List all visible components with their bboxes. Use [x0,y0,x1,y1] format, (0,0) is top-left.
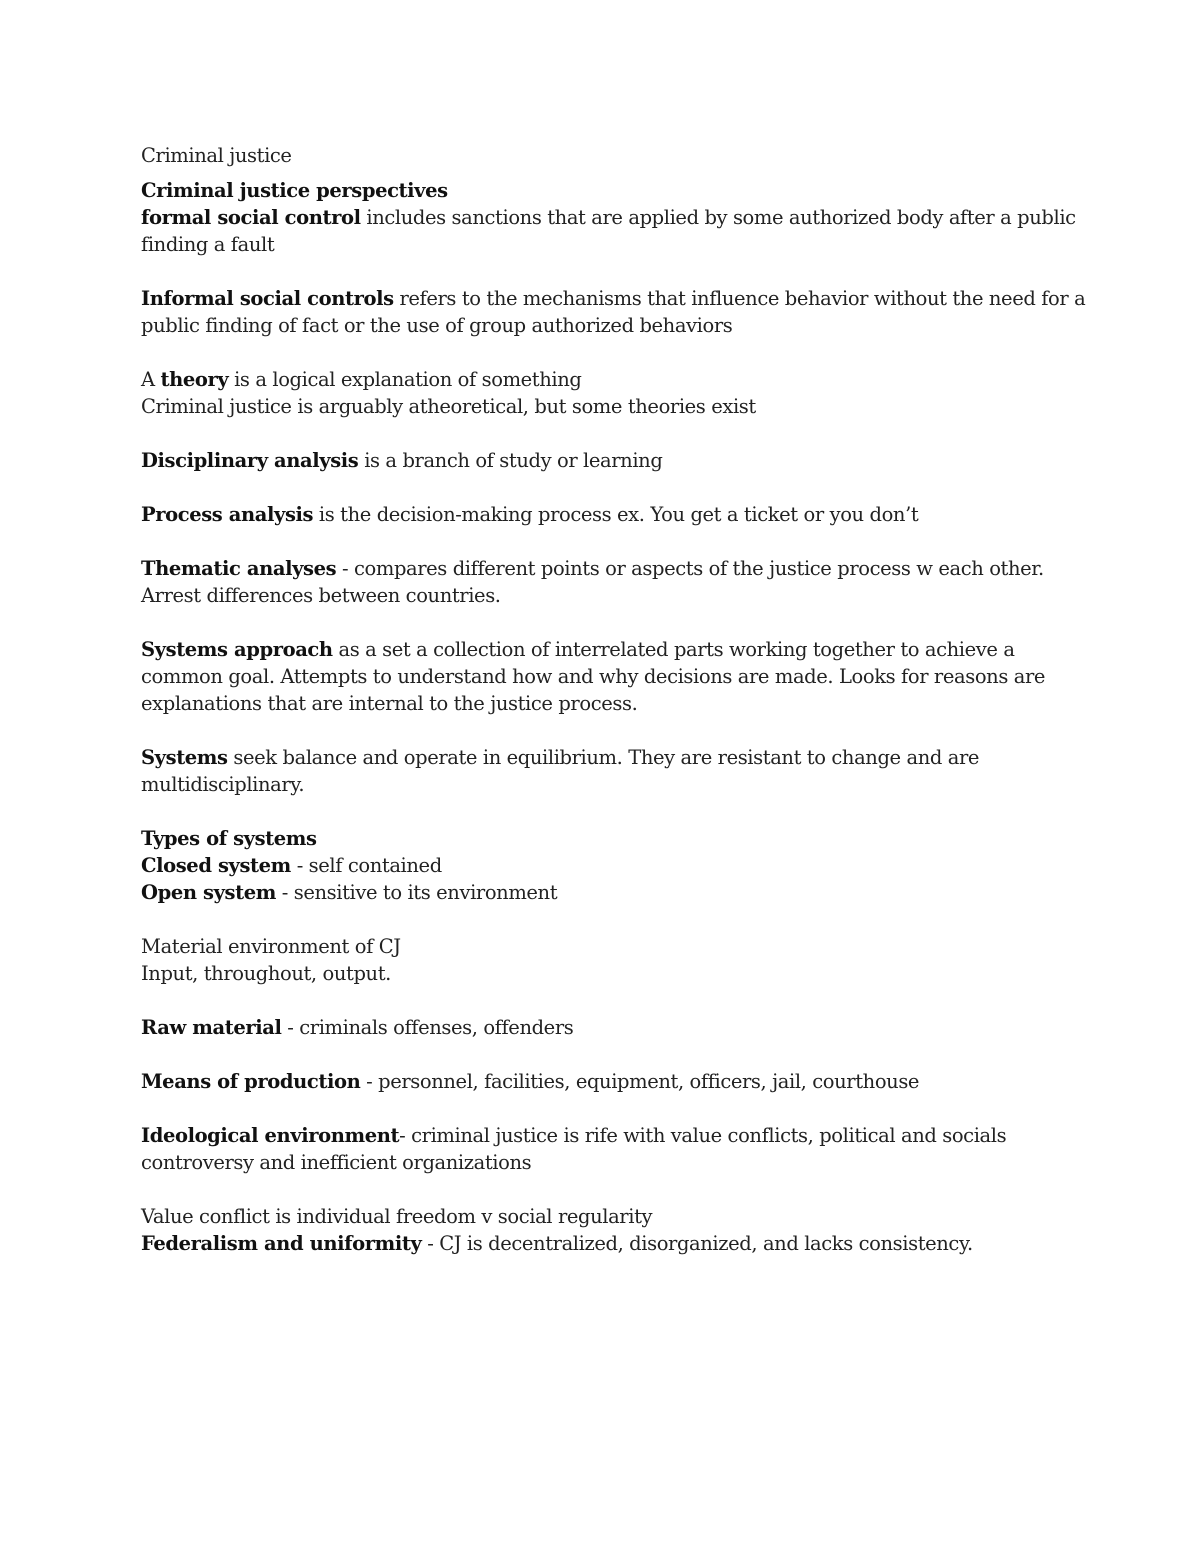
heading-text: Criminal justice perspectives [141,179,448,202]
value-conflict-line: Value conflict is individual freedom v social regularity [141,1205,653,1228]
spacer [141,339,1081,366]
section-heading [141,177,1081,204]
disciplinary-term: Disciplinary analysis [141,449,359,472]
informal-control-text: refers to the mechanisms that influence behavior without the need for a [393,287,1086,310]
spacer [141,609,1081,636]
spacer [141,169,1081,177]
systems-line-2: multidisciplinary. [141,773,305,796]
closed-system-text: - self contained [290,854,442,877]
systems-approach-term: Systems approach [141,638,333,661]
systems-approach-line-2: common goal. Attempts to understand how and why decisions are made. Looks for reasons are [141,665,1046,688]
federalism-term: Federalism and uniformity [141,1232,422,1255]
systems-approach-text: as a set a collection of interrelated parts working together to achieve a [332,638,1015,661]
informal-control-term: Informal social controls [141,287,394,310]
types-heading [141,825,1081,852]
systems-approach-line-1 [141,636,1081,663]
formal-control-line-1 [141,204,1081,231]
process-text: is the decision-making process ex. You get a ticket or you don’t [313,503,919,526]
thematic-line-1 [141,555,1081,582]
closed-system-line [141,852,1081,879]
material-line-1: Material environment of CJ [141,935,401,958]
systems-term: Systems [141,746,228,769]
types-heading-text: Types of systems [141,827,317,850]
spacer [141,717,1081,744]
raw-material-term: Raw material [141,1016,282,1039]
theory-text: is a logical explanation of something [228,368,582,391]
open-system-line [141,879,1081,906]
means-term: Means of production [141,1070,361,1093]
open-system-text: - sensitive to its environment [275,881,558,904]
spacer [141,528,1081,555]
thematic-term: Thematic analyses [141,557,337,580]
spacer [141,258,1081,285]
thematic-text: - compares different points or aspects of the justice process w each other. [336,557,1044,580]
material-line-2: Input, throughout, output. [141,962,391,985]
process-line [141,501,1081,528]
informal-control-line-2: public finding of fact or the use of group authorized behaviors [141,314,733,337]
spacer [141,474,1081,501]
federalism-text: - CJ is decentralized, disorganized, and lacks consistency. [421,1232,973,1255]
disciplinary-text: is a branch of study or learning [358,449,663,472]
theory-term: theory [160,368,229,391]
ideological-line-1 [141,1122,1081,1149]
open-system-term: Open system [141,881,276,904]
theory-line-1 [141,366,1081,393]
theory-line-2: Criminal justice is arguably atheoretical, but some theories exist [141,395,756,418]
document-title: Criminal justice [141,144,292,167]
spacer [141,1095,1081,1122]
spacer [141,1041,1081,1068]
formal-control-text: includes sanctions that are applied by some authorized body after a public [360,206,1076,229]
means-text: - personnel, facilities, equipment, officers, jail, courthouse [360,1070,920,1093]
formal-control-line-2: finding a fault [141,233,275,256]
raw-material-text: - criminals offenses, offenders [281,1016,574,1039]
theory-prefix: A [141,368,161,391]
thematic-line-2: Arrest differences between countries. [141,584,501,607]
spacer [141,906,1081,933]
formal-control-term: formal social control [141,206,361,229]
closed-system-term: Closed system [141,854,291,877]
spacer [141,420,1081,447]
ideological-term: Ideological environment [141,1124,400,1147]
spacer [141,798,1081,825]
means-line [141,1068,1081,1095]
document-body [141,142,1086,1257]
disciplinary-line [141,447,1081,474]
spacer [141,1176,1081,1203]
spacer [141,987,1081,1014]
ideological-text: - criminal justice is rife with value conflicts, political and socials [399,1124,1007,1147]
ideological-line-2: controversy and inefficient organizations [141,1151,532,1174]
raw-material-line [141,1014,1081,1041]
systems-text: seek balance and operate in equilibrium. They are resistant to change and are [227,746,980,769]
process-term: Process analysis [141,503,314,526]
informal-control-line-1 [141,285,1086,312]
systems-approach-line-3: explanations that are internal to the justice process. [141,692,638,715]
systems-line-1 [141,744,1081,771]
federalism-line [141,1230,1081,1257]
